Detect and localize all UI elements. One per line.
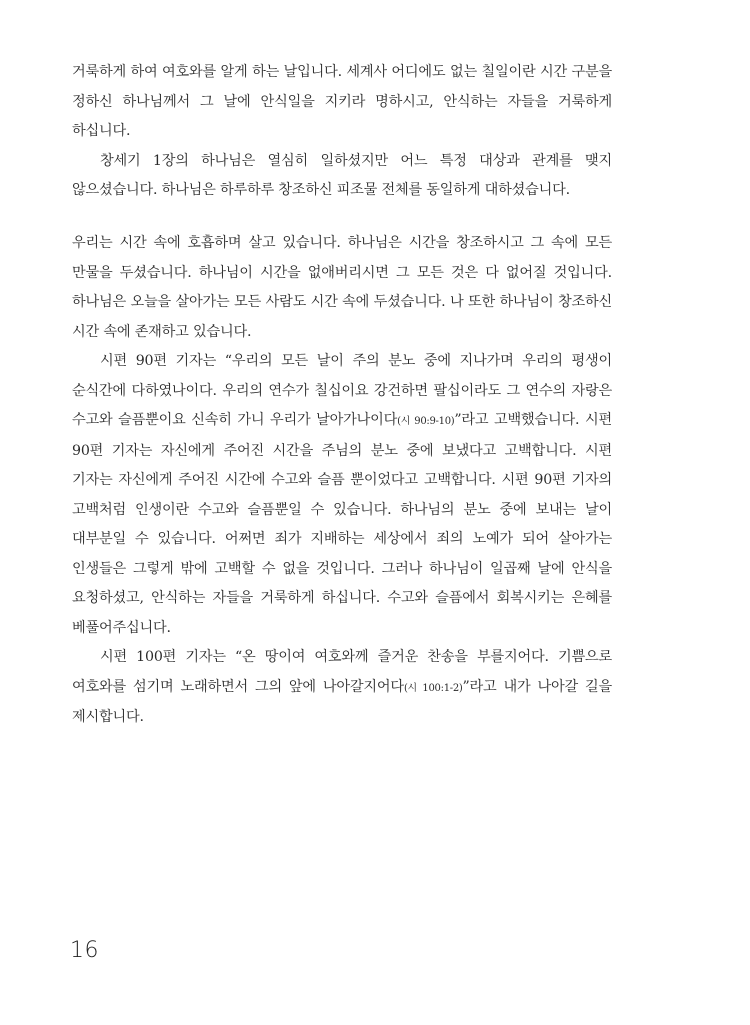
- paragraph-psalm-100: [72, 643, 612, 733]
- page-number: 16: [70, 938, 99, 963]
- paragraph-sabbath-holy: 거룩하게 하여 여호와를 알게 하는 날입니다. 세계사 어디에도 없는 칠일이란 시간 구분을 정하신 하나님께서 그 날에 안식일을 지키라 명하시고, 안식하는 자들을 거룩하게 하십니다.: [72, 64, 612, 139]
- text-section-1: [72, 58, 612, 206]
- psalm-100-commentary: ”라고 내가 나아갈 길을 제시합니다.: [72, 678, 612, 725]
- psalm-100-quote: 시편 100편 기자는 “온 땅이여 여호와께 즐거운 찬송을 부를지어다. 기쁨으로 여호와를 섬기며 노래하면서 그의 앞에 나아갈지어다: [72, 649, 612, 695]
- scripture-reference-psalm-90: (시 90:9-10): [397, 416, 455, 427]
- paragraph-living-in-time: 우리는 시간 속에 호흡하며 살고 있습니다. 하나님은 시간을 창조하시고 그 속에 모든 만물을 두셨습니다. 하나님이 시간을 없애버리시면 그 모든 것은 다 없어질 것입니다. 하나님은 오늘을 살아가는 모든 사람도 시간 속에 두셨습니다. 나 또한 하나님이 창조하신 시간 속에 존재하고 있습니다.: [72, 235, 612, 340]
- paragraph-psalm-90: [72, 347, 612, 643]
- text-section-2: [72, 229, 612, 733]
- psalm-90-commentary: ”라고 고백했습니다. 시편 90편 기자는 자신에게 주어진 시간을 주님의 분노 중에 보냈다고 고백합니다. 시편 기자는 자신에게 주어진 시간에 수고와 슬픔 뿐이었다고 고백합니다. 시편 90편 기자의 고백처럼 인생이란 수고와 슬픔뿐일 수 있습니다. 하나님의 분노 중에 보내는 날이 대부분일 수 있습니다. 어쩌면 죄가 지배하는 세상에서 죄의 노예가 되어 살아가는 인생들은 그렇게 밖에 고백할 수 없을 것입니다. 그러나 하나님이 일곱째 날에 안식을 요청하셨고, 안식하는 자들을 거룩하게 하십니다. 수고와 슬픔에서 회복시키는 은혜를 베풀어주십니다.: [72, 412, 612, 636]
- scripture-reference-psalm-100: (시 100:1-2): [403, 682, 463, 694]
- paragraph-genesis-1: 창세기 1장의 하나님은 열심히 일하셨지만 어느 특정 대상과 관계를 맺지 않으셨습니다. 하나님은 하루하루 창조하신 피조물 전체를 동일하게 대하셨습니다.: [72, 152, 612, 198]
- psalm-90-quote: 시편 90편 기자는 “우리의 모든 날이 주의 분노 중에 지나가며 우리의 평생이 순식간에 다하였나이다. 우리의 연수가 칠십이요 강건하면 팔십이라도 그 연수의 자랑은 수고와 슬픔뿐이요 신속히 가니 우리가 날아가나이다: [72, 353, 612, 428]
